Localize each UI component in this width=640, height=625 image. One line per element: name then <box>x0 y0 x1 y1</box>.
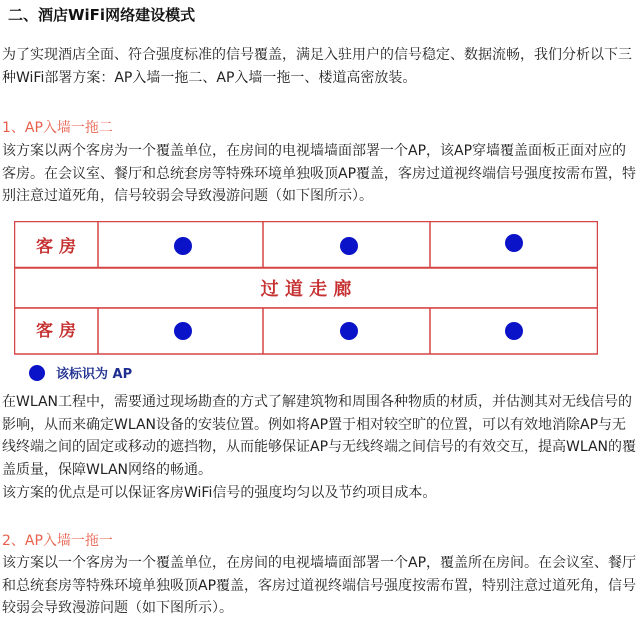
section1-title: 1、AP入墙一拖二 <box>2 120 113 136</box>
section-heading: 二、酒店WiFi网络建设模式 <box>8 6 196 24</box>
ap-marker <box>174 322 192 340</box>
top-room-label: 客 房 <box>36 237 76 257</box>
ap-marker <box>340 237 358 255</box>
intro-paragraph: 为了实现酒店全面、符合强度标准的信号覆盖，满足入驻用户的信号稳定、数据流畅，我们分析以下三种WiFi部署方案：AP入墙一拖二、AP入墙一拖一、楼道高密放装。 <box>2 47 632 86</box>
section1-advantage: 该方案的优点是可以保证客房WiFi信号的强度均匀以及节约项目成本。 <box>2 485 437 501</box>
section1-body: 在WLAN工程中，需要通过现场勘查的方式了解建筑物和周围各种物质的材质，并估测其对无线信号的影响，从而来确定WLAN设备的安装位置。例如将AP置于相对较空旷的位置，可以有效地消除AP与无线终端之间的固定或移动的遮挡物，从而能够保证AP与无线终端之间信号的有效交互，提高WLAN的覆盖质量，保障WLAN网络的畅通。 <box>2 394 637 478</box>
legend-ap-icon <box>29 365 45 381</box>
legend-label: 该标识为 AP <box>56 367 133 382</box>
section2-description: 该方案以一个客房为一个覆盖单位，在房间的电视墙墙面部署一个AP，覆盖所在房间。在会议室、餐厅和总统套房等特殊环境单独吸顶AP覆盖，客房过道视终端信号强度按需布置，特别注意过道死角，信号较弱会导致漫游问题（如下图所示）。 <box>2 555 637 616</box>
ap-marker <box>505 322 523 340</box>
ap-marker <box>505 234 523 252</box>
bottom-room-label: 客 房 <box>36 321 76 341</box>
section1-description: 该方案以两个客房为一个覆盖单位，在房间的电视墙墙面部署一个AP，该AP穿墙覆盖面板正面对应的客房。在会议室、餐厅和总统套房等特殊环境单独吸顶AP覆盖，客房过道视终端信号强度按需布置，特别注意过道死角，信号较弱会导致漫游问题（如下图所示）。 <box>2 143 637 204</box>
ap-marker <box>174 237 192 255</box>
corridor-label: 过 道 走 廊 <box>260 279 352 300</box>
ap-deployment-diagram <box>14 221 598 389</box>
section2-title: 2、AP入墙一拖一 <box>2 533 113 549</box>
ap-marker <box>340 322 358 340</box>
